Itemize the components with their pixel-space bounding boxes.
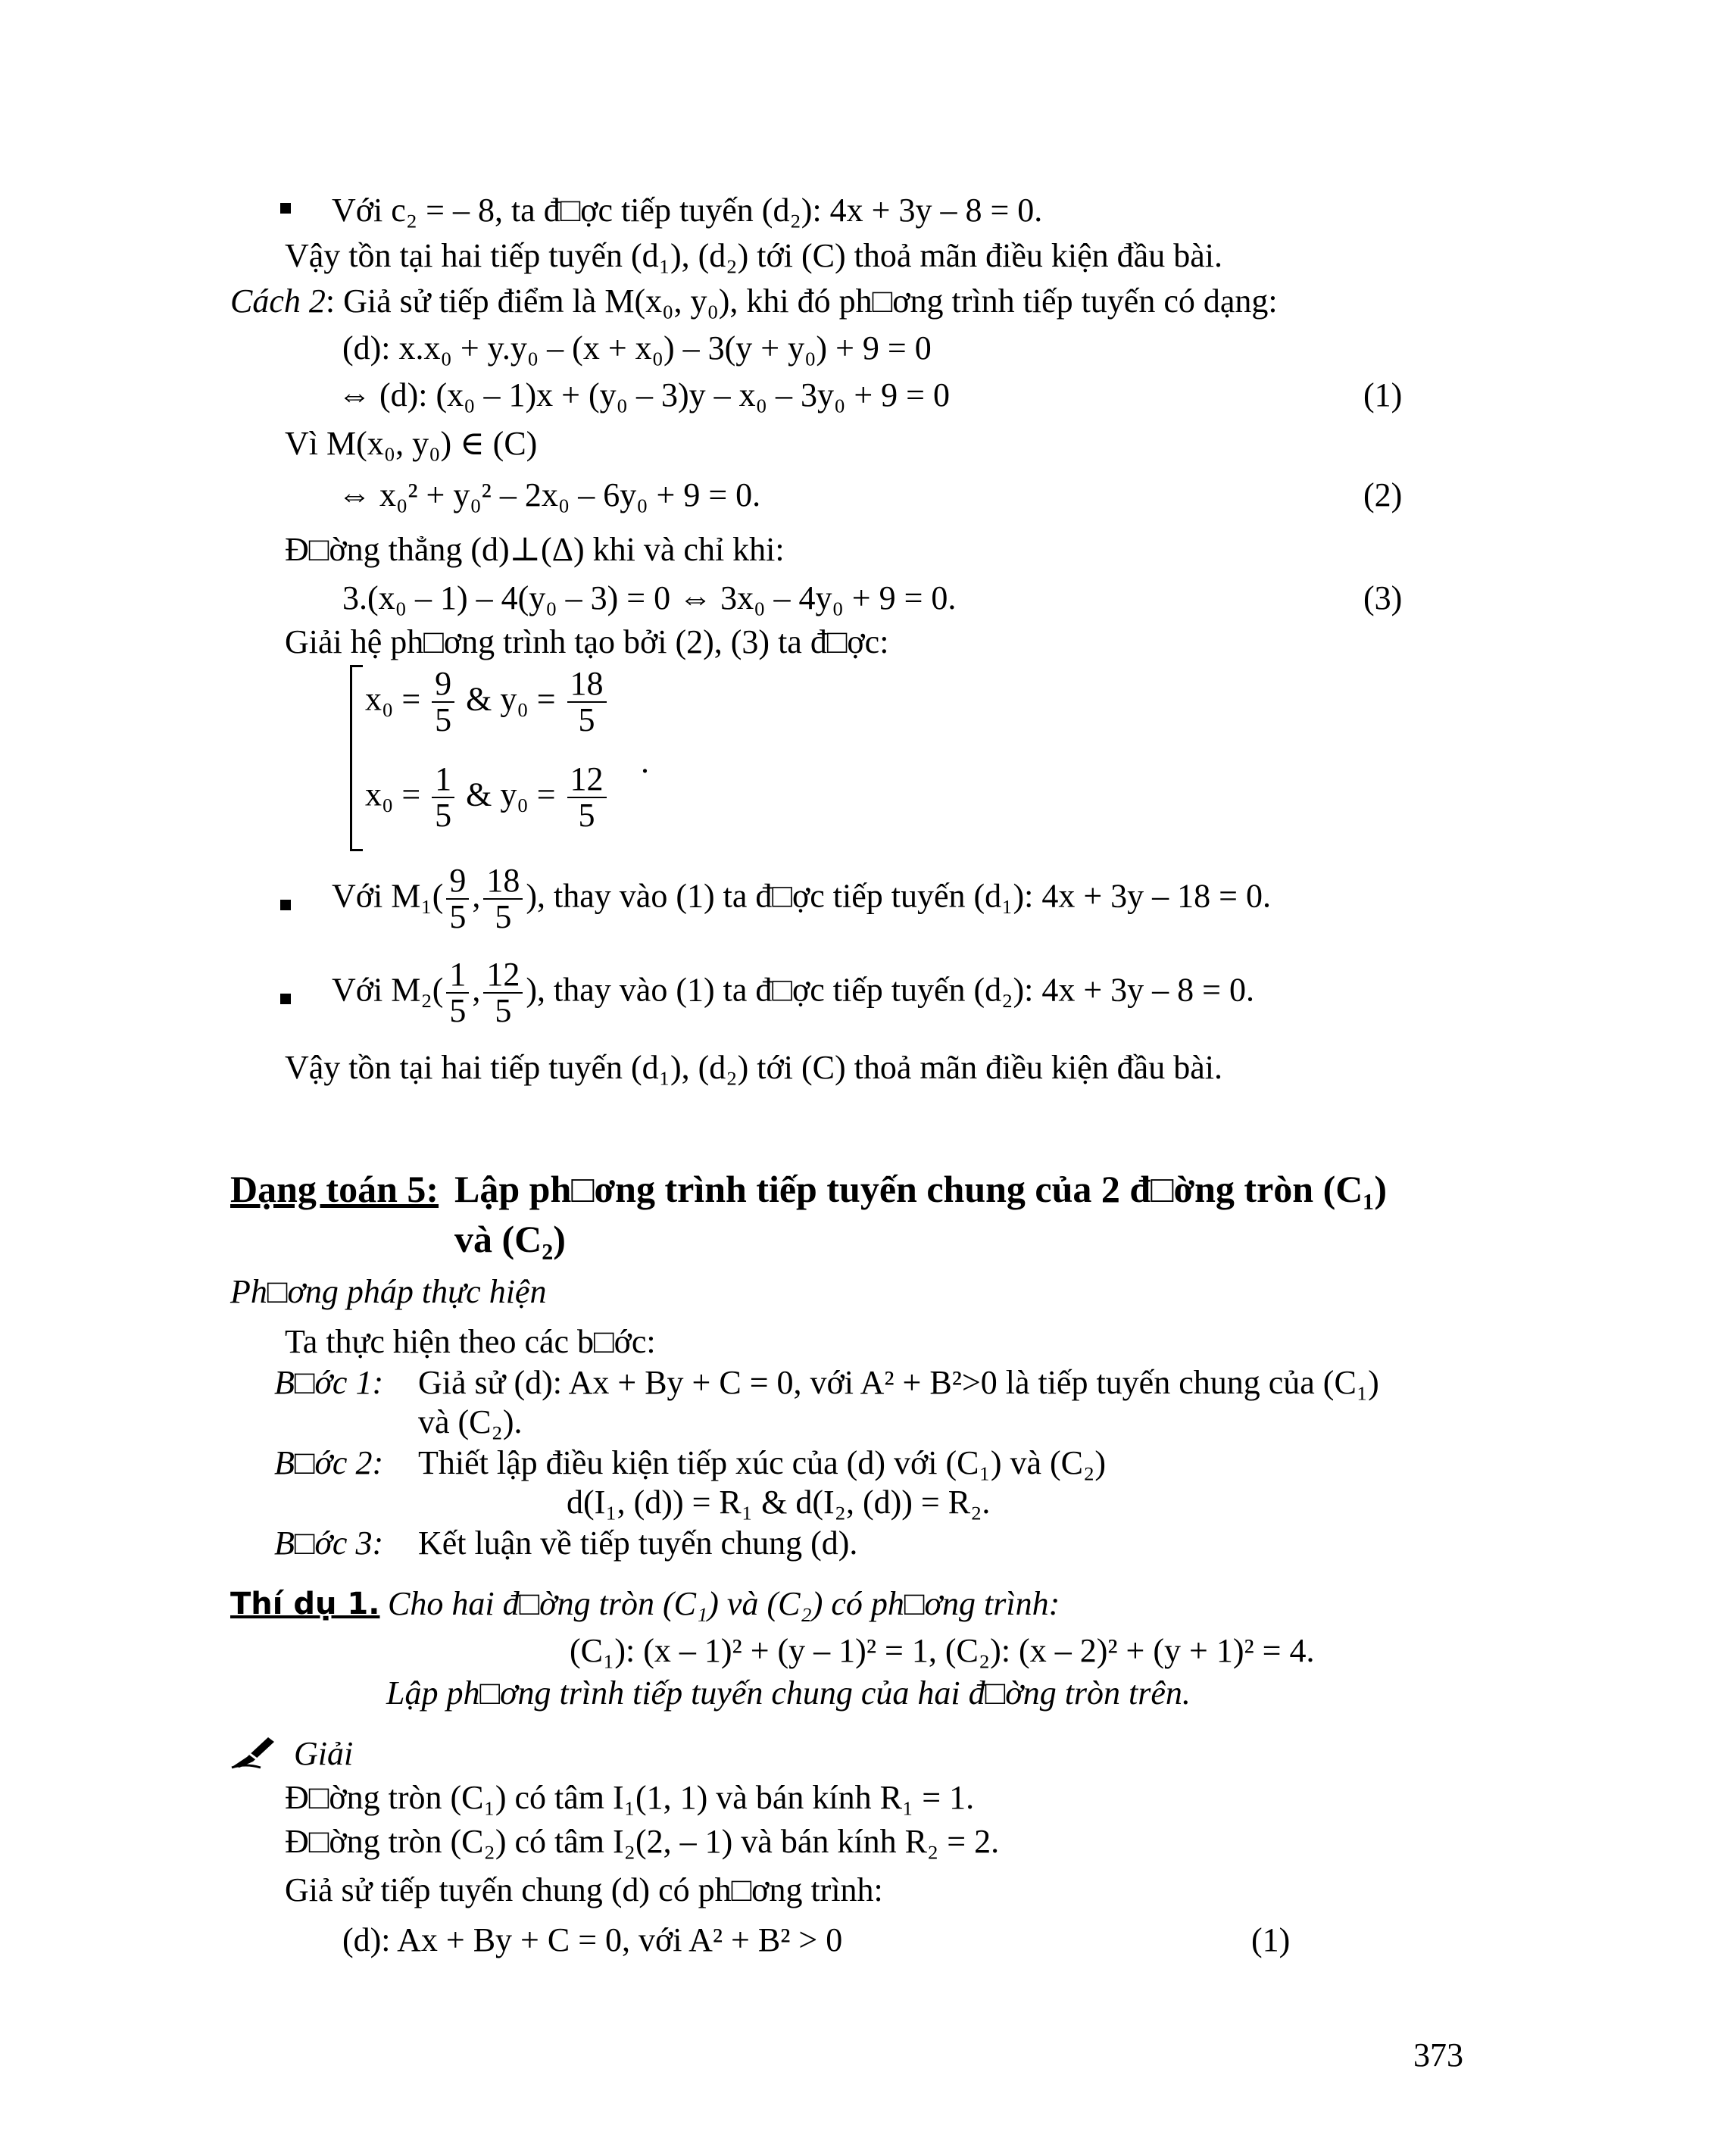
- step-2-label: B□ớc 2:: [274, 1444, 384, 1481]
- example-text: Cho hai đ□ờng tròn (C₁) và (C₂) có ph□ơng trình:: [388, 1585, 1060, 1622]
- system-dot: .: [641, 743, 649, 780]
- tangent-eq-equiv: ⇔ (d): (x₀ – 1)x + (y₀ – 3)y – x₀ – 3y₀ + 9 = 0: [338, 376, 950, 413]
- fraction: [567, 762, 607, 833]
- m1-label: Với M₁(: [332, 877, 444, 915]
- solution-row-1: [365, 666, 610, 738]
- step-1-text: Giả sử (d): Ax + By + C = 0, với A² + B²>0 là tiếp tuyến chung của (C₁): [418, 1364, 1379, 1401]
- section-title-line1: Lập ph□ơng trình tiếp tuyến chung của 2 đ□ờng tròn (C₁): [454, 1168, 1387, 1210]
- fraction: [432, 666, 454, 738]
- step-3-text: Kết luận về tiếp tuyến chung (d).: [418, 1524, 858, 1562]
- pen-writing-icon: [230, 1734, 277, 1769]
- denominator: 5: [495, 898, 512, 936]
- eq-number-1: (1): [1363, 376, 1403, 413]
- example-task: Lập ph□ơng trình tiếp tuyến chung của hai đ□ờng tròn trên.: [386, 1674, 1191, 1712]
- circle-1-info: Đ□ờng tròn (C₁) có tâm I₁(1, 1) và bán kính R₁ = 1.: [285, 1779, 975, 1816]
- denominator: 5: [449, 898, 467, 936]
- step-3-label: B□ớc 3:: [274, 1524, 384, 1562]
- section-title-line2: và (C₂): [454, 1218, 566, 1260]
- method-heading: Ph□ơng pháp thực hiện: [230, 1273, 547, 1310]
- denominator: 5: [495, 992, 512, 1030]
- method2-text: : Giả sử tiếp điểm là M(x₀, y₀), khi đó ph□ơng trình tiếp tuyến có dạng:: [325, 282, 1278, 320]
- fraction: [446, 957, 469, 1028]
- y0-label: & y₀ =: [466, 680, 556, 718]
- circle-condition-line: ⇔ x₀² + y₀² – 2x₀ – 6y₀ + 9 = 0.: [338, 476, 761, 513]
- method2-line: [230, 282, 1278, 322]
- conclusion-line: Vậy tồn tại hai tiếp tuyến (d₁), (d₂) tới (C) thoả mãn điều kiện đầu bài.: [285, 237, 1222, 274]
- fraction: [432, 762, 454, 833]
- steps-intro: Ta thực hiện theo các b□ớc:: [285, 1323, 656, 1360]
- m2-result: ), thay vào (1) ta đ□ợc tiếp tuyến (d₂): 4x + 3y – 8 = 0.: [526, 971, 1254, 1009]
- denominator: 5: [435, 797, 452, 835]
- x0-label: x₀ =: [365, 775, 421, 813]
- bullet: [280, 900, 291, 910]
- numerator: 9: [432, 666, 454, 703]
- tangent-common-eq: (d): Ax + By + C = 0, với A² + B² > 0: [342, 1921, 843, 1958]
- perpendicular-line: Đ□ờng thẳng (d)⊥(Δ) khi và chỉ khi:: [285, 531, 785, 568]
- eq-number-3: (3): [1363, 579, 1403, 616]
- solution-heading: Giải: [294, 1735, 354, 1772]
- eq-number-1b: (1): [1251, 1921, 1291, 1958]
- perpendicular-eq: 3.(x₀ – 1) – 4(y₀ – 3) = 0 ⇔ 3x₀ – 4y₀ + 9 = 0.: [342, 579, 957, 616]
- circle-2-info: Đ□ờng tròn (C₂) có tâm I₂(2, – 1) và bán kính R₂ = 2.: [285, 1823, 1000, 1860]
- denominator: 5: [449, 992, 467, 1030]
- bullet: [280, 203, 291, 214]
- numerator: 18: [567, 666, 607, 703]
- numerator: 1: [446, 957, 469, 994]
- step-1-label: B□ớc 1:: [274, 1364, 384, 1401]
- fraction: [483, 863, 523, 935]
- comma: ,: [472, 877, 481, 915]
- method2-label: Cách 2: [230, 282, 326, 320]
- denominator: 5: [435, 701, 452, 739]
- numerator: 18: [483, 863, 523, 900]
- comma: ,: [472, 971, 481, 1009]
- assume-line: Giả sử tiếp tuyến chung (d) có ph□ơng trình:: [285, 1871, 883, 1908]
- case-m2-line: [332, 957, 1254, 1028]
- conclusion-line-2: Vậy tồn tại hai tiếp tuyến (d₁), (d₂) tới (C) thoả mãn điều kiện đầu bài.: [285, 1049, 1222, 1086]
- fraction: [446, 863, 469, 935]
- numerator: 1: [432, 762, 454, 798]
- m2-label: Với M₂(: [332, 971, 444, 1009]
- eq-number-2: (2): [1363, 476, 1403, 513]
- fraction: [483, 957, 523, 1028]
- example-equations: (C₁): (x – 1)² + (y – 1)² = 1, (C₂): (x – 2)² + (y + 1)² = 4.: [570, 1632, 1315, 1669]
- m1-result: ), thay vào (1) ta đ□ợc tiếp tuyến (d₁): 4x + 3y – 18 = 0.: [526, 877, 1271, 915]
- bullet: [280, 994, 291, 1004]
- case-c2-line: Với c₂ = – 8, ta đ□ợc tiếp tuyến (d₂): 4x + 3y – 8 = 0.: [332, 192, 1043, 229]
- example-label: Thí dụ 1.: [230, 1587, 380, 1621]
- fraction: [567, 666, 607, 738]
- system-bracket: [350, 665, 363, 851]
- solve-system-line: Giải hệ ph□ơng trình tạo bởi (2), (3) ta đ□ợc:: [285, 623, 889, 660]
- numerator: 9: [446, 863, 469, 900]
- numerator: 12: [567, 762, 607, 798]
- x0-label: x₀ =: [365, 680, 421, 718]
- point-on-circle-line: Vì M(x₀, y₀) ∈ (C): [285, 425, 538, 462]
- step-2-text-cont: d(I₁, (d)) = R₁ & d(I₂, (d)) = R₂.: [567, 1484, 991, 1521]
- section-label: Dạng toán 5:: [230, 1168, 439, 1210]
- case-m1-line: [332, 863, 1271, 935]
- page-number: 373: [1413, 2036, 1463, 2074]
- denominator: 5: [578, 701, 595, 739]
- y0-label: & y₀ =: [466, 775, 556, 813]
- solution-row-2: [365, 762, 610, 833]
- step-1-text-cont: và (C₂).: [418, 1403, 523, 1440]
- numerator: 12: [483, 957, 523, 994]
- tangent-eq-line: (d): x.x₀ + y.y₀ – (x + x₀) – 3(y + y₀) + 9 = 0: [342, 329, 932, 367]
- step-2-text: Thiết lập điều kiện tiếp xúc của (d) với (C₁) và (C₂): [418, 1444, 1106, 1481]
- denominator: 5: [578, 797, 595, 835]
